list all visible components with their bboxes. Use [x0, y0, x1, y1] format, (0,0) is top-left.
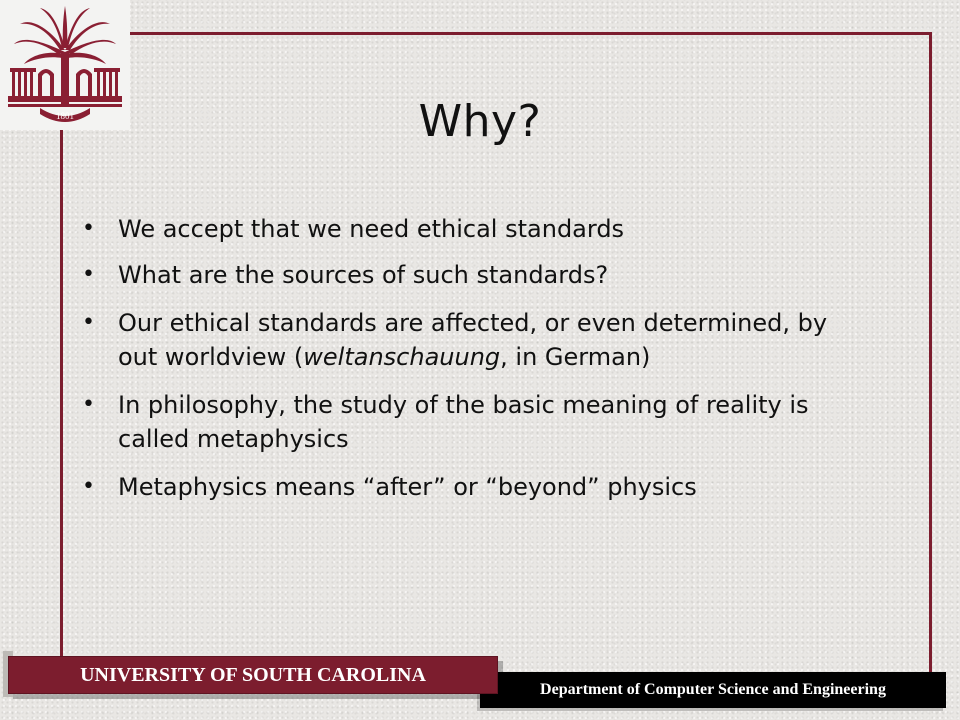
svg-text:1801: 1801	[56, 111, 74, 121]
bullet-text: We accept that we need ethical standards	[118, 215, 625, 243]
bullet-emphasis: weltanschauung	[303, 343, 501, 371]
bullet-item	[80, 306, 850, 374]
university-banner: UNIVERSITY OF SOUTH CAROLINA	[8, 656, 498, 694]
bullet-item	[80, 388, 850, 456]
bullet-text: In philosophy, the study of the basic meaning of reality is called metaphysics	[118, 391, 809, 453]
bullet-dot-icon: •	[82, 392, 95, 417]
bullet-dot-icon: •	[82, 310, 95, 335]
bullet-dot-icon: •	[82, 216, 95, 241]
bullet-text-tail: , in German)	[500, 343, 651, 371]
bullet-dot-icon: •	[82, 262, 95, 287]
bullet-dot-icon: •	[82, 474, 95, 499]
bullet-text: Metaphysics means “after” or “beyond” physics	[118, 473, 697, 501]
bullet-item	[80, 212, 850, 246]
bullet-text: What are the sources of such standards?	[118, 261, 609, 289]
slide-title: Why?	[418, 96, 542, 147]
bullet-item	[80, 258, 850, 292]
bullet-text: Our ethical standards are affected, or even determined, by out worldview (	[118, 309, 828, 371]
department-banner: Department of Computer Science and Engineering	[480, 672, 946, 708]
bullet-item	[80, 470, 850, 504]
bullet-list	[80, 212, 850, 516]
